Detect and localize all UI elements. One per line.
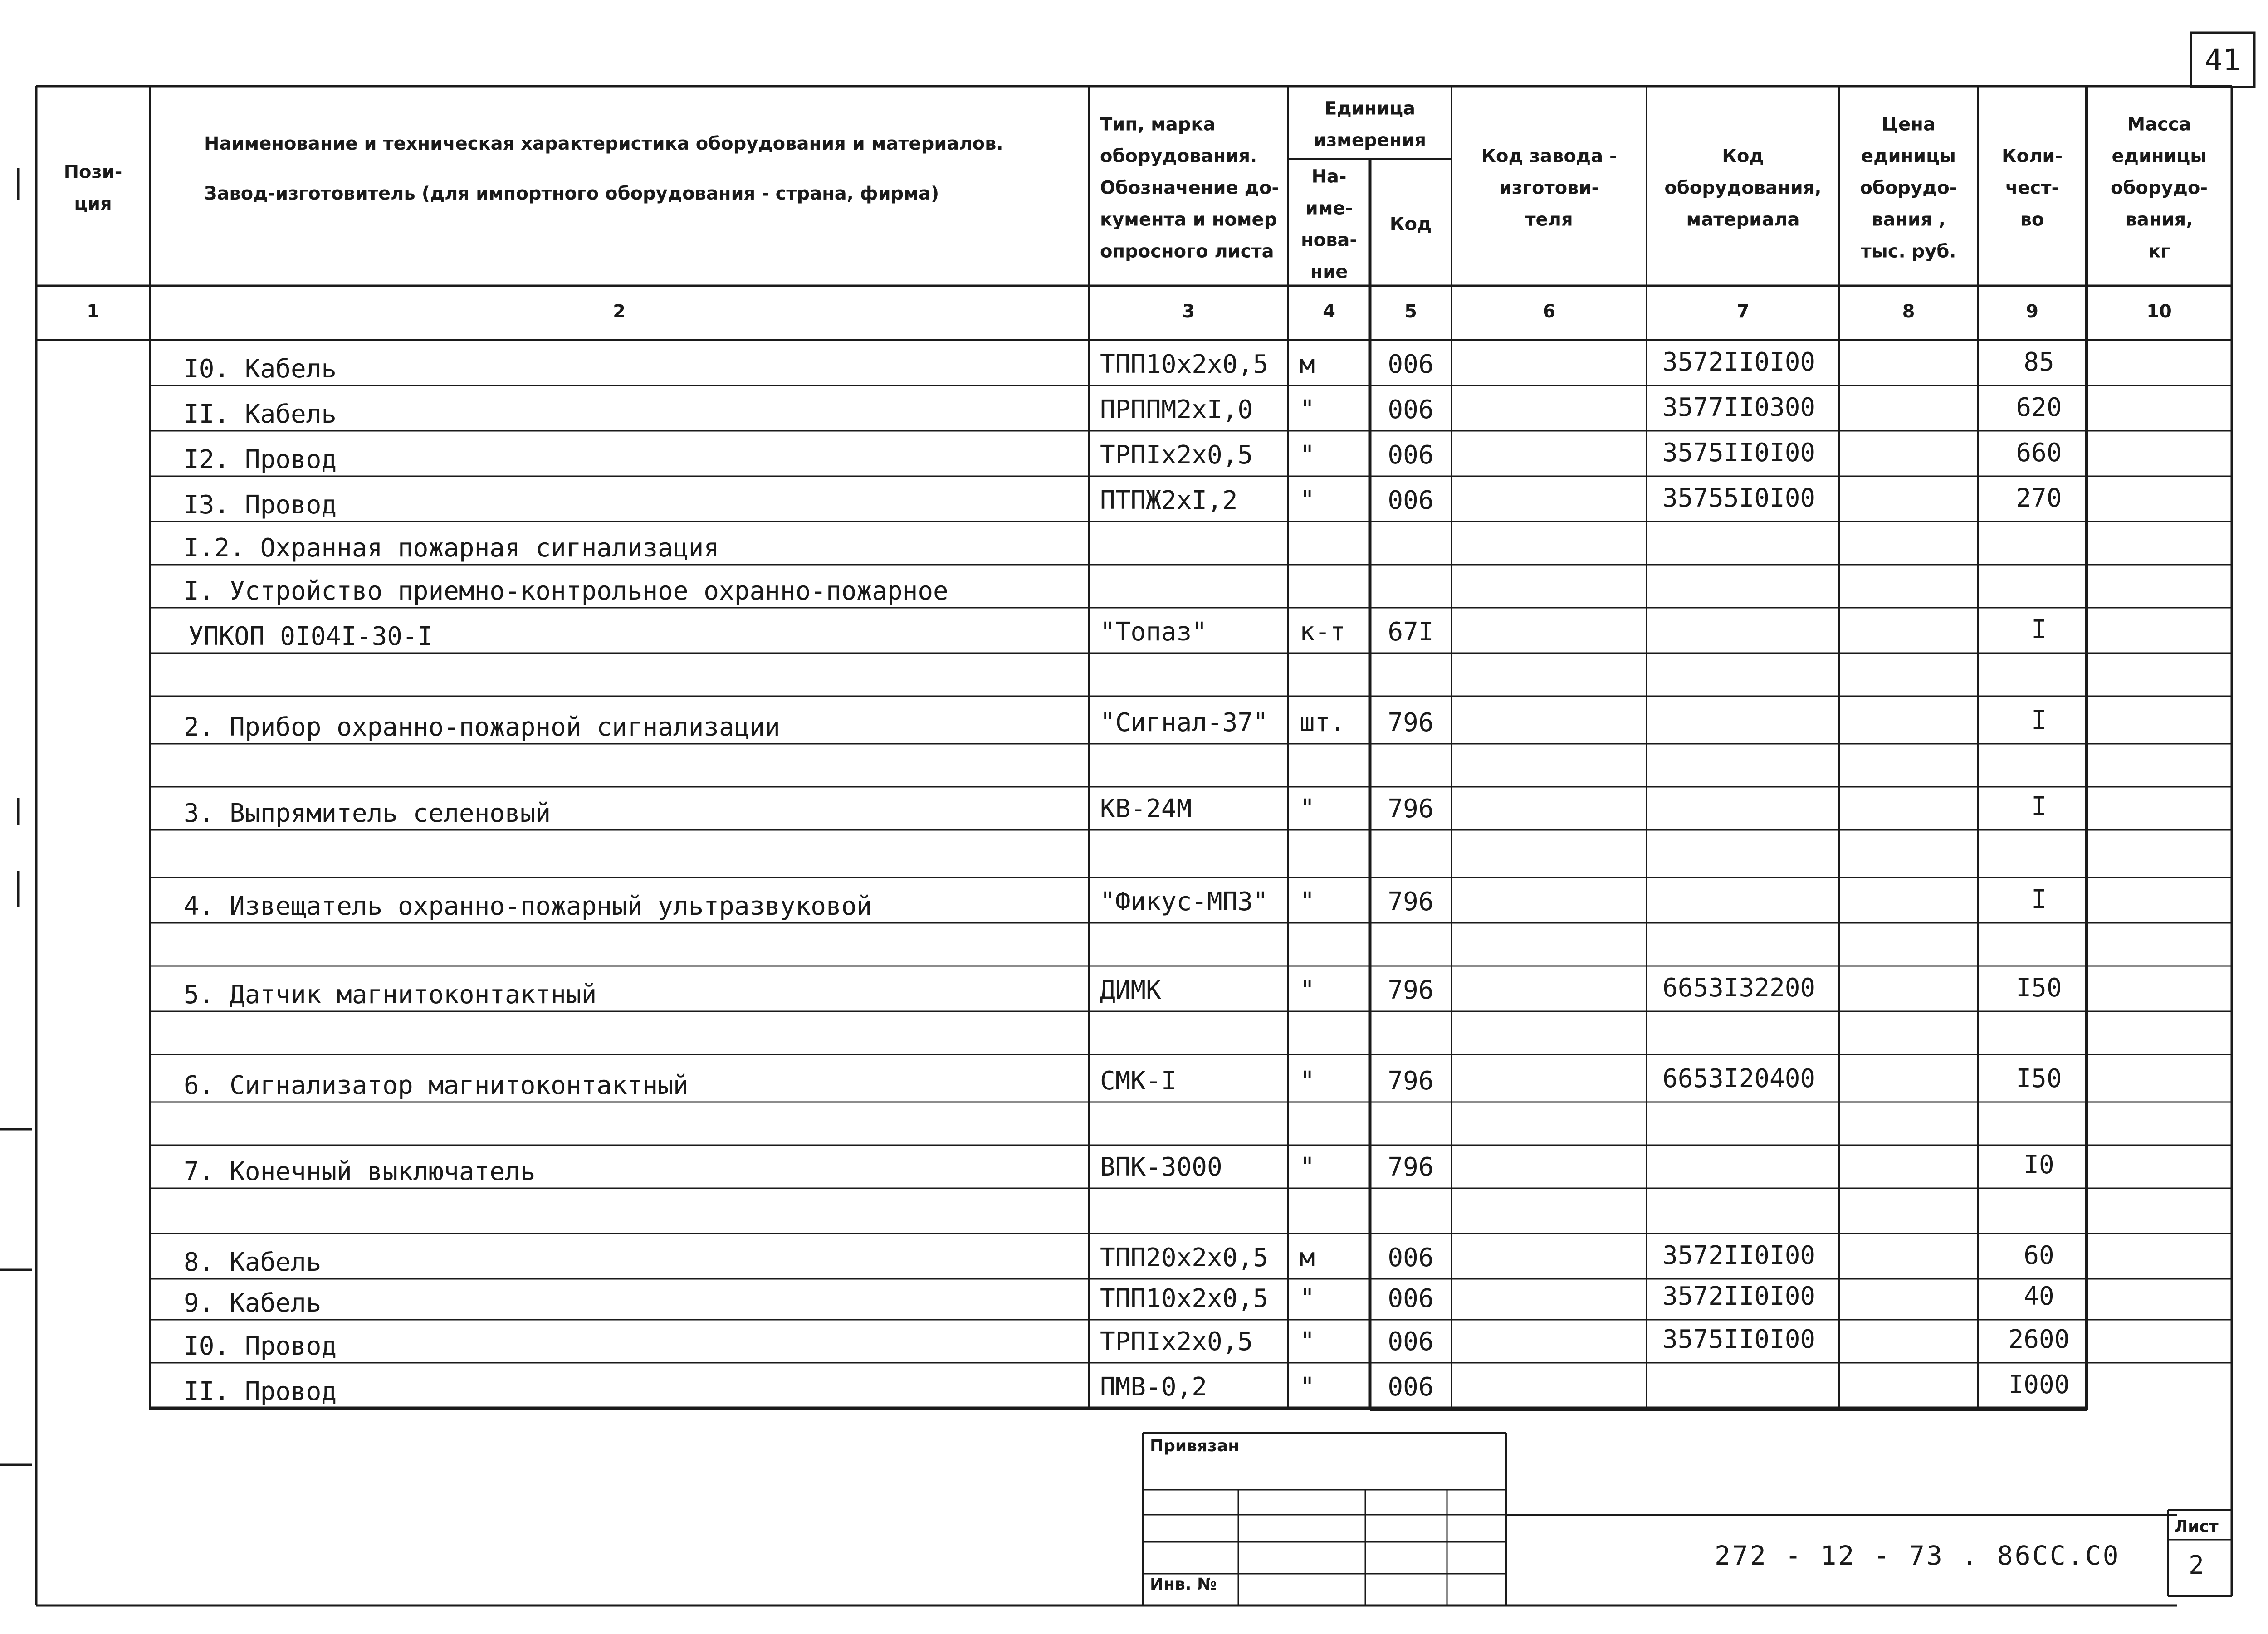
item-name: I3. Провод: [184, 490, 337, 520]
item-name: УПКОП 0I04I-30-I: [188, 622, 433, 651]
material-code: 3572II0I00: [1662, 1282, 1816, 1311]
unit-name: шт.: [1300, 708, 1346, 737]
header-col10-line: оборудо-: [2111, 177, 2208, 199]
header-col8-line: единицы: [1861, 146, 1956, 167]
unit-name: ": [1300, 976, 1315, 1005]
header-unit_group-line: измерения: [1313, 130, 1427, 151]
item-type: ПМВ-0,2: [1100, 1372, 1207, 1402]
header-col7-line: материала: [1686, 209, 1800, 230]
quantity: I000: [2008, 1370, 2070, 1400]
quantity: 660: [2016, 438, 2062, 468]
header-col2-line: Завод-изготовитель (для импортного оборудования - страна, фирма): [204, 183, 939, 204]
column-number: 1: [87, 301, 99, 322]
header-col1-line: ция: [74, 193, 112, 215]
quantity: I50: [2016, 1064, 2062, 1093]
unit-name: ": [1300, 1372, 1315, 1402]
header-col2-line: Наименование и техническая характеристика оборудования и материалов.: [204, 133, 1003, 154]
unit-code: 006: [1388, 440, 1434, 470]
column-number: 5: [1404, 301, 1417, 322]
item-name: 3. Выпрямитель селеновый: [184, 799, 551, 828]
item-type: ТРПIх2х0,5: [1100, 440, 1253, 470]
column-number: 10: [2146, 301, 2172, 322]
header-col4-line: ние: [1310, 261, 1348, 283]
item-name: II. Кабель: [184, 400, 337, 429]
unit-code: 006: [1388, 395, 1434, 424]
item-name: 4. Извещатель охранно-пожарный ультразвуковой: [184, 892, 872, 921]
table-row: [184, 483, 2062, 520]
margin-marks: [0, 168, 32, 1465]
unit-name: ": [1300, 1152, 1315, 1182]
quantity: I: [2031, 706, 2047, 735]
table-row: [184, 1370, 2069, 1406]
item-type: "Сигнал-37": [1100, 708, 1268, 737]
item-name: 8. Кабель: [184, 1248, 322, 1277]
column-number: 6: [1543, 301, 1555, 322]
unit-code: 796: [1388, 887, 1434, 917]
header-unit_group-line: Единица: [1325, 98, 1415, 119]
material-code: 6653I32200: [1662, 973, 1816, 1003]
unit-name: ": [1300, 486, 1315, 515]
header-col8-line: вания ,: [1872, 209, 1945, 230]
item-type: ДИМК: [1100, 976, 1161, 1005]
document-code: СС.С0: [2032, 1540, 2121, 1571]
unit-code: 796: [1388, 1152, 1434, 1182]
quantity: 2600: [2008, 1325, 2070, 1354]
unit-name: ": [1300, 395, 1315, 424]
unit-name: к-т: [1300, 617, 1346, 647]
header-col6-line: Код завода -: [1481, 146, 1617, 167]
table-row: [184, 706, 2047, 742]
unit-code: 006: [1388, 1372, 1434, 1402]
sheet-number: 2: [2189, 1551, 2204, 1580]
unit-code: 796: [1388, 1066, 1434, 1096]
header-col6-line: изготови-: [1499, 177, 1599, 199]
table-row: [184, 792, 2047, 828]
unit-code: 006: [1388, 350, 1434, 379]
material-code: 3575II0I00: [1662, 1325, 1816, 1354]
unit-code: 006: [1388, 1243, 1434, 1273]
item-name: I0. Кабель: [184, 354, 337, 384]
column-number: 4: [1323, 301, 1335, 322]
header-col3-line: Тип, марка: [1100, 114, 1216, 135]
quantity: 270: [2016, 483, 2062, 513]
unit-code: 006: [1388, 1284, 1434, 1313]
unit-code: 796: [1388, 708, 1434, 737]
material-code: 35755I0I00: [1662, 483, 1816, 513]
item-name: II. Провод: [184, 1377, 337, 1406]
item-type: ВПК-3000: [1100, 1152, 1222, 1182]
item-type: ПРППМ2хI,0: [1100, 395, 1253, 424]
table-row: [184, 438, 2062, 474]
table-row: [184, 1064, 2062, 1100]
table-header: [64, 98, 2208, 322]
item-name: I. Устройство приемно-контрольное охранно-пожарное: [184, 576, 948, 606]
material-code: 3572II0I00: [1662, 347, 1816, 377]
quantity: 620: [2016, 393, 2062, 422]
header-col5-line: Код: [1389, 214, 1432, 235]
header-col7-line: Код: [1722, 146, 1764, 167]
material-code: 3575II0I00: [1662, 438, 1816, 468]
item-name: I2. Провод: [184, 445, 337, 474]
unit-code: 796: [1388, 976, 1434, 1005]
item-name: 6. Сигнализатор магнитоконтактный: [184, 1071, 689, 1100]
item-type: ТПП20х2х0,5: [1100, 1243, 1268, 1273]
material-code: 3572II0I00: [1662, 1241, 1816, 1270]
header-col9-line: чест-: [2005, 177, 2059, 199]
header-col9-line: Коли-: [2001, 146, 2063, 167]
table-row: [184, 533, 719, 563]
item-name: 7. Конечный выключатель: [184, 1157, 536, 1186]
unit-name: ": [1300, 1284, 1315, 1313]
item-type: ТПП10х2х0,5: [1100, 1284, 1268, 1313]
column-number: 7: [1736, 301, 1750, 322]
table-row: [184, 1325, 2069, 1361]
item-type: "Фикус-МП3": [1100, 887, 1268, 917]
header-col3-line: оборудования.: [1100, 146, 1257, 167]
table-row: [184, 885, 2047, 921]
header-col1-line: Пози-: [64, 161, 122, 183]
table-row: [184, 576, 948, 606]
header-col4-line: На-: [1311, 166, 1347, 187]
header-col9-line: во: [2020, 209, 2044, 230]
item-type: КВ-24М: [1100, 794, 1192, 824]
header-col3-line: кумента и номер: [1100, 209, 1277, 230]
table-row: [184, 1241, 2054, 1277]
bound-label: Привязан: [1150, 1437, 1240, 1455]
sheet-label: Лист: [2174, 1517, 2219, 1536]
unit-name: ": [1300, 887, 1315, 917]
unit-name: м: [1300, 1243, 1315, 1273]
header-col8-line: тыс. руб.: [1861, 241, 1956, 262]
quantity: I0: [2024, 1150, 2054, 1180]
table-row: [184, 973, 2062, 1010]
quantity: I50: [2016, 973, 2062, 1003]
unit-name: ": [1300, 1066, 1315, 1096]
header-col10-line: единицы: [2112, 146, 2207, 167]
header-col7-line: оборудования,: [1664, 177, 1822, 199]
table-row: [184, 347, 2054, 384]
quantity: 60: [2024, 1241, 2054, 1270]
item-type: ТПП10х2х0,5: [1100, 350, 1268, 379]
item-type: ТРПIх2х0,5: [1100, 1327, 1253, 1356]
unit-code: 796: [1388, 794, 1434, 824]
unit-name: м: [1300, 350, 1315, 379]
quantity: 40: [2024, 1282, 2054, 1311]
corner-number: 41: [2204, 43, 2241, 78]
item-name: 9. Кабель: [184, 1288, 322, 1318]
column-number: 8: [1902, 301, 1915, 322]
unit-name: ": [1300, 794, 1315, 824]
unit-code: 67I: [1388, 617, 1434, 647]
item-name: I0. Провод: [184, 1332, 337, 1361]
corner-box: [2191, 33, 2254, 87]
unit-name: ": [1300, 440, 1315, 470]
column-number: 9: [2026, 301, 2038, 322]
material-code: 3577II0300: [1662, 393, 1816, 422]
quantity: I: [2031, 885, 2047, 914]
header-col8-line: Цена: [1882, 114, 1936, 135]
quantity: 85: [2024, 347, 2054, 377]
quantity: I: [2031, 792, 2047, 821]
item-type: ПТПЖ2хI,2: [1100, 486, 1238, 515]
table-row: [188, 615, 2047, 651]
unit-code: 006: [1388, 1327, 1434, 1356]
document-number: 272 - 12 - 73 . 86: [1715, 1540, 2033, 1571]
header-col10-line: вания,: [2125, 209, 2193, 230]
item-name: 2. Прибор охранно-пожарной сигнализации: [184, 712, 780, 742]
unit-code: 006: [1388, 486, 1434, 515]
unit-name: ": [1300, 1327, 1315, 1356]
inventory-label: Инв. №: [1150, 1575, 1217, 1594]
header-col4-line: нова-: [1300, 229, 1358, 251]
quantity: I: [2031, 615, 2047, 644]
header-col6-line: теля: [1525, 209, 1573, 230]
table-row: [184, 1150, 2054, 1186]
item-type: "Топаз": [1100, 617, 1207, 647]
header-col10-line: кг: [2148, 241, 2170, 262]
column-number: 3: [1182, 301, 1195, 322]
header-col3-line: опросного листа: [1100, 241, 1274, 262]
item-name: 5. Датчик магнитоконтактный: [184, 980, 597, 1010]
column-number: 2: [613, 301, 626, 322]
header-col10-line: Масса: [2127, 114, 2191, 135]
table-row: [184, 1282, 2054, 1318]
header-col4-line: име-: [1305, 198, 1353, 219]
material-code: 6653I20400: [1662, 1064, 1816, 1093]
table-row: [184, 393, 2062, 429]
item-name: I.2. Охранная пожарная сигнализация: [184, 533, 719, 563]
header-col3-line: Обозначение до-: [1100, 177, 1279, 199]
header-col8-line: оборудо-: [1860, 177, 1957, 199]
item-type: СМК-I: [1100, 1066, 1177, 1096]
